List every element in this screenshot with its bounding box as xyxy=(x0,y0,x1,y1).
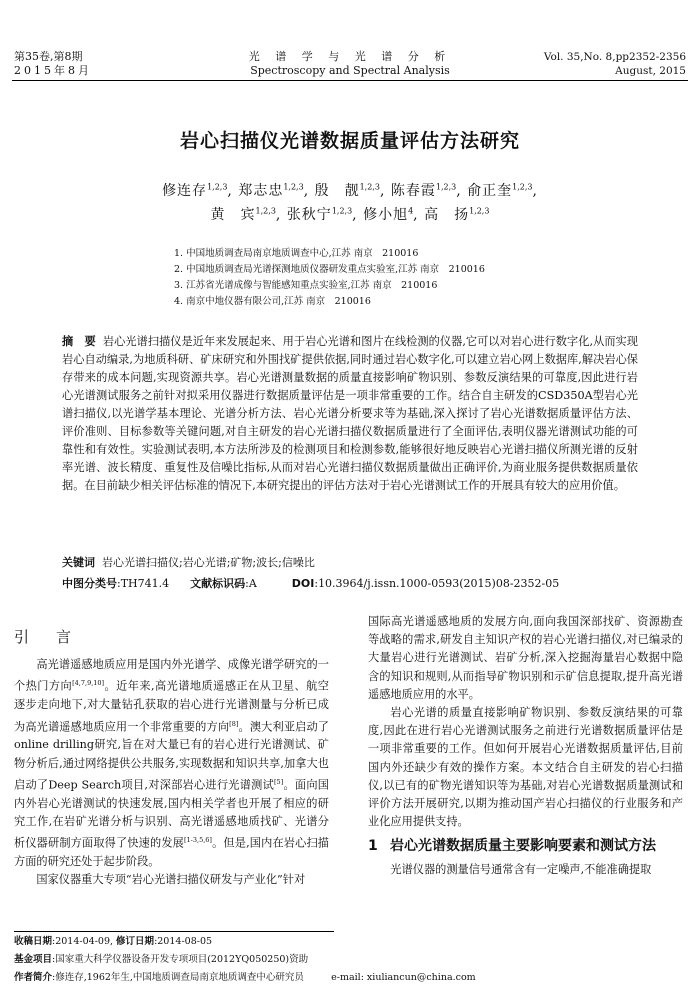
affiliation-4: 4. 南京中地仪器有限公司,江苏 南京 210016 xyxy=(174,296,371,307)
author: 修连存 xyxy=(162,183,208,199)
intro-paragraph-1: 高光谱遥感地质应用是国内外光谱学、成像光谱学研究的一个热门方向[4,7,9,10]。近年来,高光谱地质遥感正在从卫星、航空逐步走向地下,对大量钻孔获取的岩心进行光谱测量与分析已成为高光谱遥感地质应用一个非常重要的方向[8]。澳大利亚启动了online drilling研究,旨在对大量已有的岩心进行光谱测试、矿物分析后,通过网络提供公共服务,实现数据和知识共享,加拿大也启动了Deep Search项目,对深部岩心进行光谱测试[5]。面向国内外岩心光谱测试的快速发展,国内相关学者也开展了相应的研究工作,在岩矿光谱分析与识别、高光谱遥感地质找矿、光谱分析仪器研制方面取得了快速的发展[1-3,5,6]。但是,国内在岩心扫描方面的研究还处于起步阶段。 xyxy=(14,658,329,869)
clc-value: TH741.4 xyxy=(120,577,170,590)
section-1-paragraph-1: 光谱仪器的测量信号通常含有一定噪声,不能准确提取 xyxy=(390,863,652,877)
date-cn: 2015年8月 xyxy=(14,64,92,77)
author-line-1: 修连存$^{1,2,3}$, 郑志忠$^{1,2,3}$, 殷 靓$^{1,2,3}$, 陈春霞$^{1,2,3}$, 俞正奎$^{1,2,3}$, xyxy=(162,182,538,199)
section-1-heading: 1 岩心光谱数据质量主要影响要素和测试方法 xyxy=(368,838,656,855)
abstract-text: 岩心光谱扫描仪是近年来发展起来、用于岩心光谱和图片在线检测的仪器,它可以对岩心进行数字化,从而实现岩心自动编录,为地质科研、矿床研究和外围找矿提供依据,同时通过岩心数字化,可以建立岩心网上数据库,解决岩心保存带来的成本问题,实现资源共享。岩心光谱测量数据的质量直接影响矿物识别、参数反演结果的可靠度,因此进行岩心光谱测试服务之前针对拟采用仪器进行数据质量评估是一项非常重要的工作。结合自主研发的CSD350A型岩心光谱扫描仪,以光谱学基本理论、光谱分析方法、岩心光谱分析要求等为基础,深入探讨了岩心光谱数据质量评估方法、评价准则、目标参数等关键问题,对自主研发的岩心光谱扫描仪数据质量进行了全面评估,表明仪器光谱测试功能的可靠性和有效性。实验测试表明,本方法所涉及的检测项目和检测参数,能够很好地反映岩心光谱扫描仪所测光谱的反射率光谱、波长精度、重复性及信噪比指标,从而对岩心光谱扫描仪数据质量做出正确评价,为商业服务提供数据质量依据。在目前缺少相关评估标准的情况下,本研究提出的评估方法对于岩心光谱测试工作的开展具有较大的应用价值。 xyxy=(62,335,638,492)
doi-label: DOI xyxy=(291,577,315,590)
keywords xyxy=(62,554,315,570)
date-en: August, 2015 xyxy=(615,65,686,77)
footnote-bio: 作者简介:修连存,1962年生,中国地质调查局南京地质调查中心研究员 e-mail: xiuliancun@china.com xyxy=(14,972,476,983)
citation: [1-3,5,6] xyxy=(184,836,212,845)
running-header-left xyxy=(14,50,92,78)
intro-paragraph-2-continued: 国际高光谱遥感地质的发展方向,面向我国深部找矿、资源勘查等战略的需求,研发自主知识产权的岩心光谱扫描仪,对已编录的大量岩心进行光谱测试、岩矿分析,深入挖掘海量岩心数据中隐含的知识和规则,从而指导矿物识别和示矿信息提取,提升高光谱遥感地质应用的水平。 xyxy=(368,615,683,701)
citation: [4,7,9,10] xyxy=(72,679,105,688)
author: 张秋宁 xyxy=(286,207,332,223)
footnote xyxy=(14,933,476,987)
header-rule xyxy=(12,80,688,81)
footnote-dates: 收稿日期:2014-04-09, 修订日期:2014-08-05 xyxy=(14,936,213,947)
author: 高 扬 xyxy=(424,207,470,223)
footnote-rule xyxy=(14,931,334,932)
keywords-text: 岩心光谱扫描仪;岩心光谱;矿物;波长;信噪比 xyxy=(102,556,315,569)
affiliation-3: 3. 江苏省光谱成像与智能感知重点实验室,江苏 南京 210016 xyxy=(174,280,438,291)
abstract-label: 摘 要 xyxy=(62,335,96,348)
paper-title: 岩心扫描仪光谱数据质量评估方法研究 xyxy=(179,130,520,152)
doi-value: 10.3964/j.issn.1000-0593(2015)08-2352-05 xyxy=(318,577,560,590)
running-header-right xyxy=(544,50,686,78)
author: 陈春霞 xyxy=(390,183,436,199)
footnote-fund: 基金项目:国家重大科学仪器设备开发专项项目(2012YQ050250)资助 xyxy=(14,954,309,965)
classification: 中图分类号:TH741.4 文献标识码:A DOI:10.3964/j.issn.1000-0593(2015)08-2352-05 xyxy=(62,577,560,590)
author: 俞正奎 xyxy=(467,183,513,199)
clc-label: 中图分类号 xyxy=(62,577,117,590)
left-column xyxy=(14,628,329,889)
journal-name-cn: 光 谱 学 与 光 谱 分 析 xyxy=(248,50,452,63)
author-line-2: 黄 宾$^{1,2,3}$, 张秋宁$^{1,2,3}$, 修小旭$^4$, 高 扬$^{1,2,3}$ xyxy=(210,206,490,223)
volume-issue-en: Vol. 35,No. 8,pp2352-2356 xyxy=(543,51,686,63)
intro-paragraph-2: 国家仪器重大专项“岩心光谱扫描仪研发与产业化”针对 xyxy=(36,873,306,887)
intro-paragraph-3: 岩心光谱的质量直接影响矿物识别、参数反演结果的可靠度,因此在进行岩心光谱测试服务之前进行光谱数据质量评估是一项非常重要的工作。但如何开展岩心光谱数据质量评估,目前国内外还缺少有效的操作方案。本文结合自主研发的岩心扫描仪,以已有的矿物光谱知识等为基础,对岩心光谱数据质量测试和评价方法开展研究,以期为推动国产岩心扫描仪的行业服务和产业化应用提供支持。 xyxy=(368,706,683,829)
author: 修小旭 xyxy=(363,207,409,223)
abstract xyxy=(62,333,638,495)
right-column xyxy=(368,613,683,880)
affiliation-1: 1. 中国地质调查局南京地质调查中心,江苏 南京 210016 xyxy=(174,248,419,259)
author: 郑志忠 xyxy=(238,183,284,199)
doc-code-value: A xyxy=(248,577,257,590)
citation: [5] xyxy=(274,777,284,786)
volume-issue-cn: 第35卷,第8期 xyxy=(14,50,83,63)
intro-heading: 引 言 xyxy=(14,628,78,646)
author-email: e-mail: xiuliancun@china.com xyxy=(331,972,476,983)
affiliations xyxy=(174,246,485,310)
citation: [8] xyxy=(229,719,239,728)
doc-code-label: 文献标识码 xyxy=(190,577,246,590)
author: 殷 靓 xyxy=(314,183,360,199)
keywords-label: 关键词 xyxy=(62,556,95,569)
affiliation-2: 2. 中国地质调查局光谱探测地质仪器研发重点实验室,江苏 南京 210016 xyxy=(174,264,485,275)
author: 黄 宾 xyxy=(210,207,256,223)
running-header-journal xyxy=(200,50,500,78)
journal-name-en: Spectroscopy and Spectral Analysis xyxy=(250,64,450,77)
